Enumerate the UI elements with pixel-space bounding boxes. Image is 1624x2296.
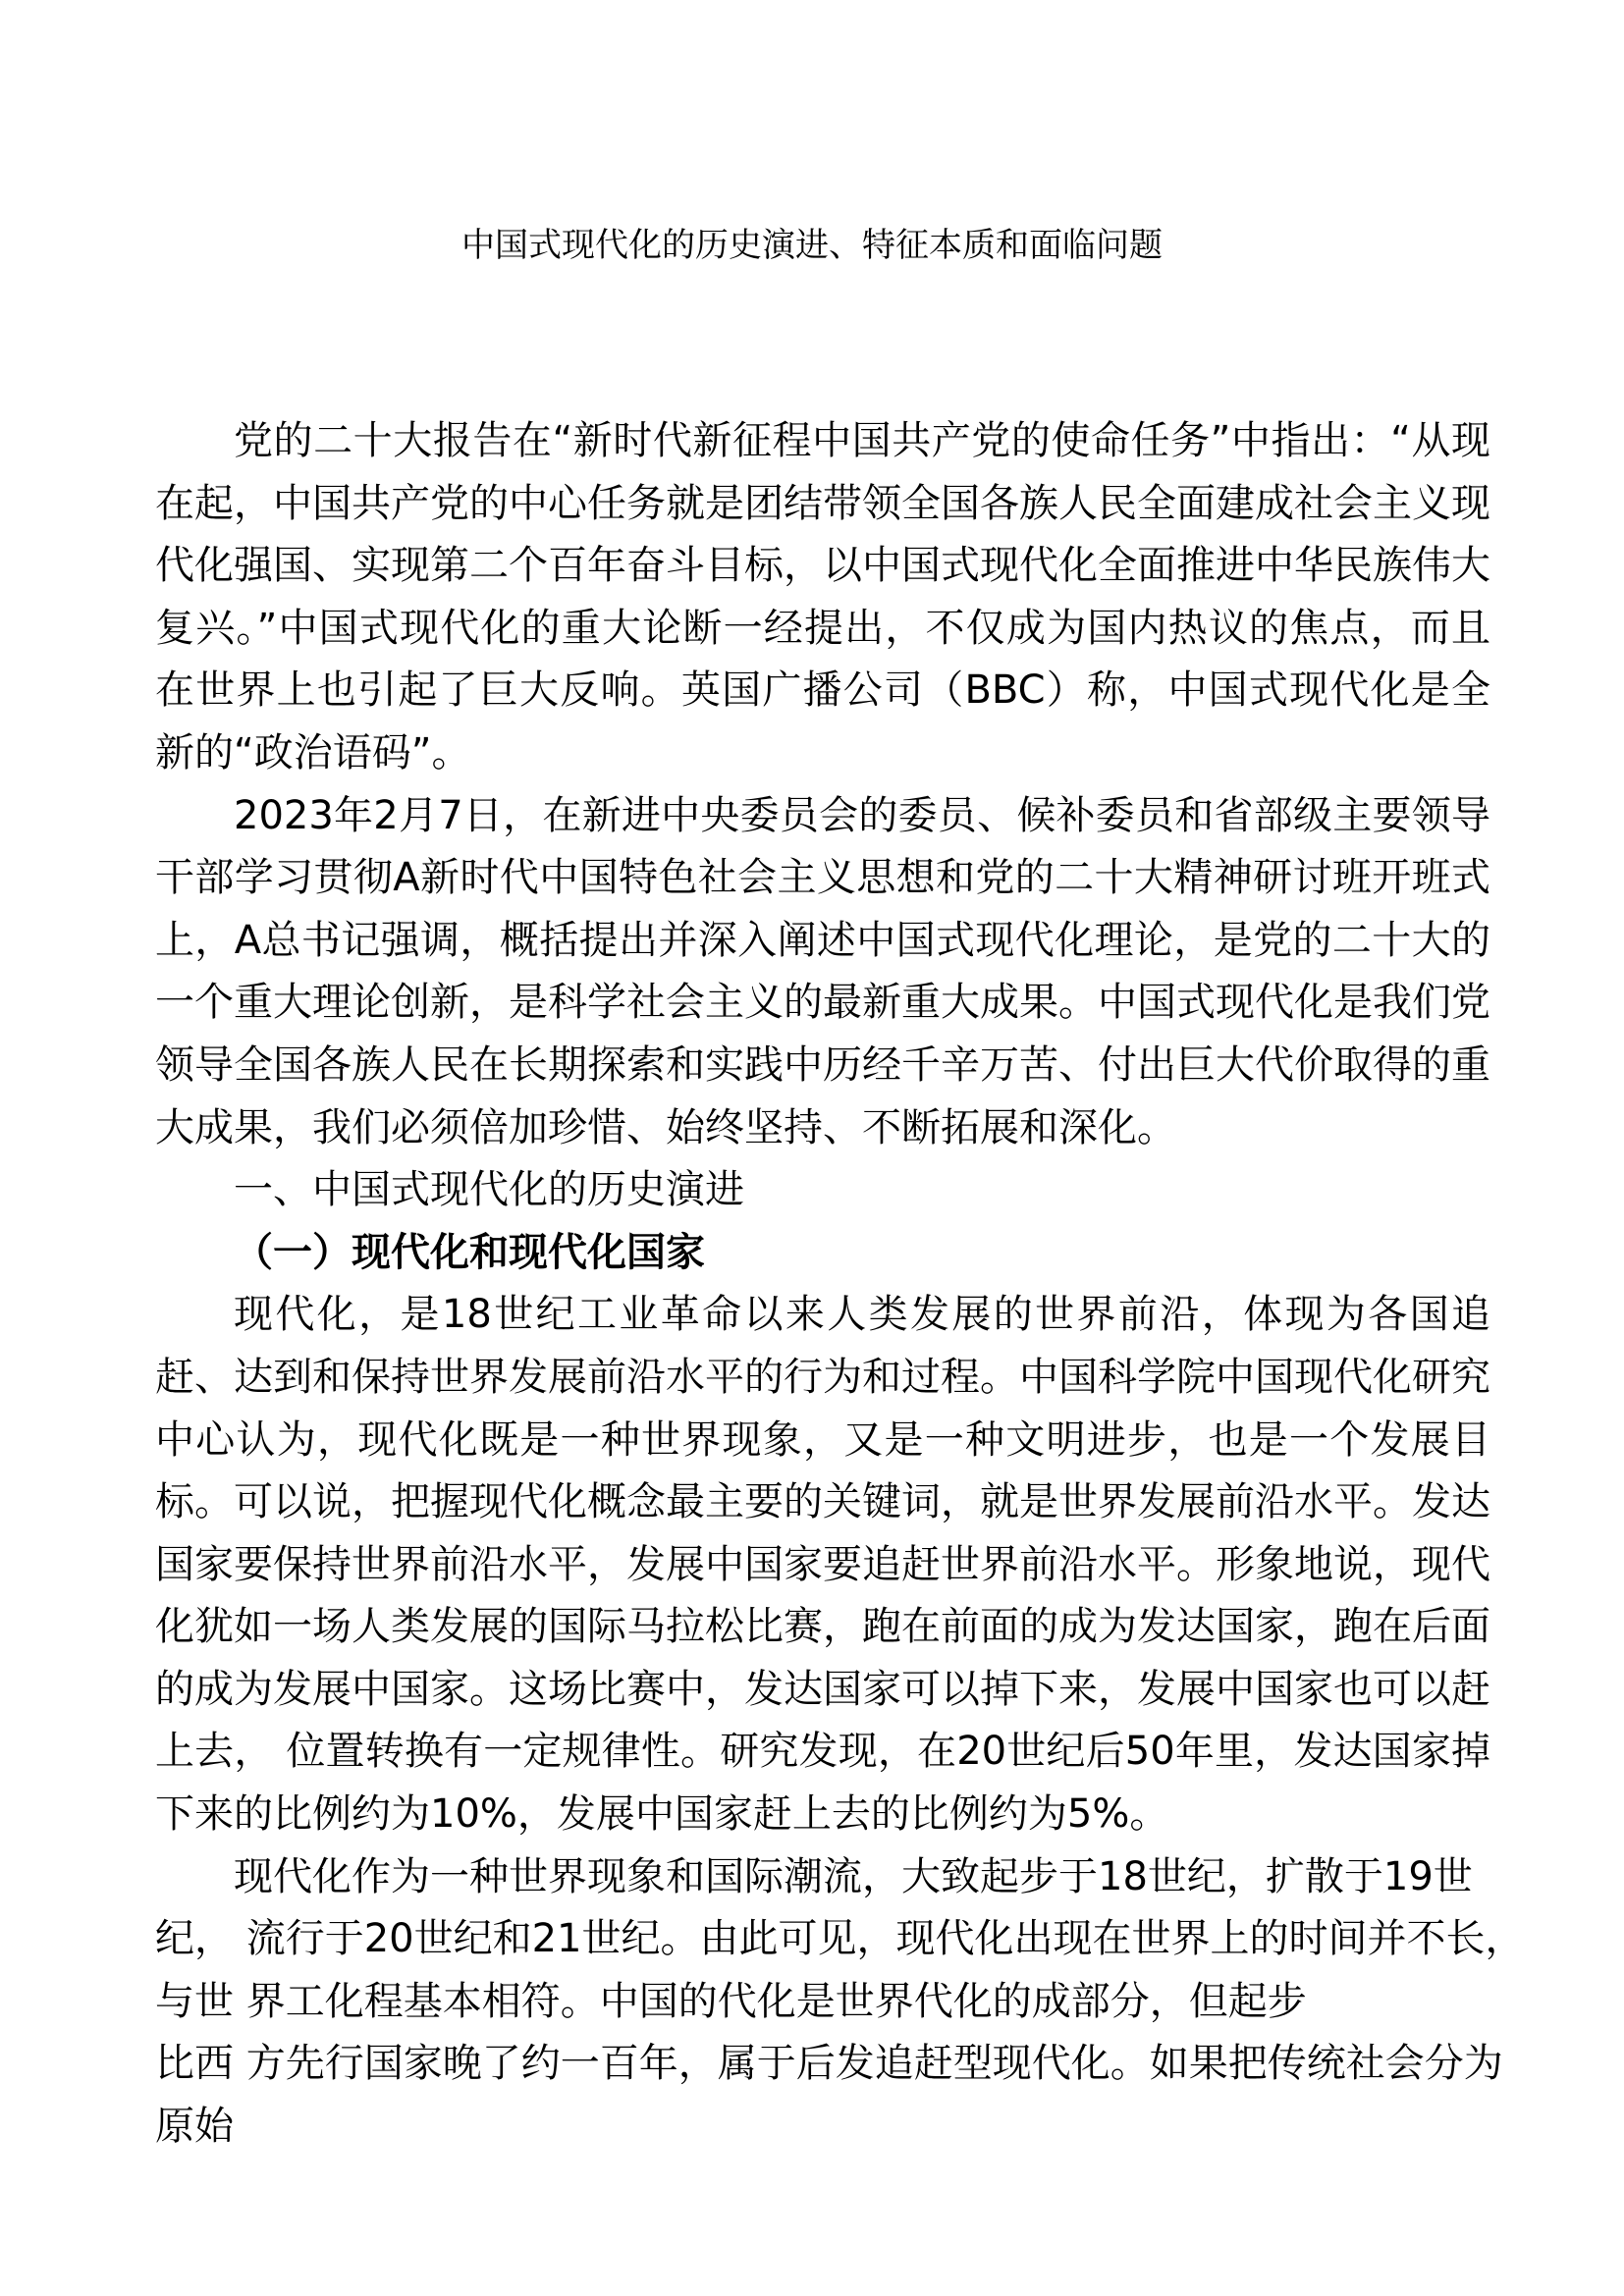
document-body (155, 410, 1525, 2159)
subsection-heading: （一）现代化和现代化国家 (234, 1229, 705, 1275)
paragraph-modernization-definition: 现代化，是18世纪工业革命以来人类发展的世界前沿，体现为各国追赶、达到和保持世界发展前沿水平的行为和过程。中国科学院中国现代化研究中心认为，现代化既是一种世界现象，又是一种文明进步，也是一个发展目标。可以说，把握现代化概念最主要的关键词，就是世界发展前沿水平。发达国家要保持世界前沿水平，发展中国家要追赶世界前沿水平。形象地说，现代化犹如一场人类发展的国际马拉松比赛，跑在前面的成为发达国家，跑在后面的成为发展中国家。这场比赛中，发达国家可以掉下来，发展中国家也可以赶上去， 位置转换有一定规律性。研究发现，在20世纪后50年里，发达国家掉下来的比例约为10%，发展中国家赶上去的比例约为5%。 (155, 1292, 1490, 1838)
paragraph-line: 纪， 流行于20世纪和21世纪。由此可见，现代化出现在世界上的时间并不长， (155, 1916, 1525, 1962)
paragraph-modernization-history (155, 1846, 1525, 2159)
document-title: 中国式现代化的历史演进、特征本质和面临问题 (461, 226, 1163, 265)
paragraph-line: 与世 界工化程基本相符。中国的代化是世界代化的成部分，但起步 (155, 1978, 1307, 2024)
paragraph-line: 比西 方先行国家晚了约一百年，属于后发追赶型现代化。如果把传统社会分为 (155, 2041, 1503, 2087)
section-heading: 一、中国式现代化的历史演进 (234, 1167, 744, 1213)
paragraph-seminar: 2023年2月7日，在新进中央委员会的委员、候补委员和省部级主要领导干部学习贯彻A新时代中国特色社会主义思想和党的二十大精神研讨班开班式上，A总书记强调，概括提出并深入阐述中国式现代化理论，是党的二十大的一个重大理论创新，是科学社会主义的最新重大成果。中国式现代化是我们党领导全国各族人民在长期探索和实践中历经千辛万苦、付出巨大代价取得的重大成果，我们必须倍加珍惜、始终坚持、不断拓展和深化。 (155, 792, 1490, 1150)
paragraph-line: 原始 (155, 2104, 234, 2150)
paragraph-intro: 党的二十大报告在“新时代新征程中国共产党的使命任务”中指出：“从现在起，中国共产党的中心任务就是团结带领全国各族人民全面建成社会主义现代化强国、实现第二个百年奋斗目标，以中国式现代化全面推进中华民族伟大复兴。”中国式现代化的重大论断一经提出，不仅成为国内热议的焦点，而且在世界上也引起了巨大反响。英国广播公司（BBC）称，中国式现代化是全新的“政治语码”。 (155, 418, 1490, 775)
paragraph-line: 现代化作为一种世界现象和国际潮流，大致起步于18世纪，扩散于19世 (234, 1853, 1473, 1899)
